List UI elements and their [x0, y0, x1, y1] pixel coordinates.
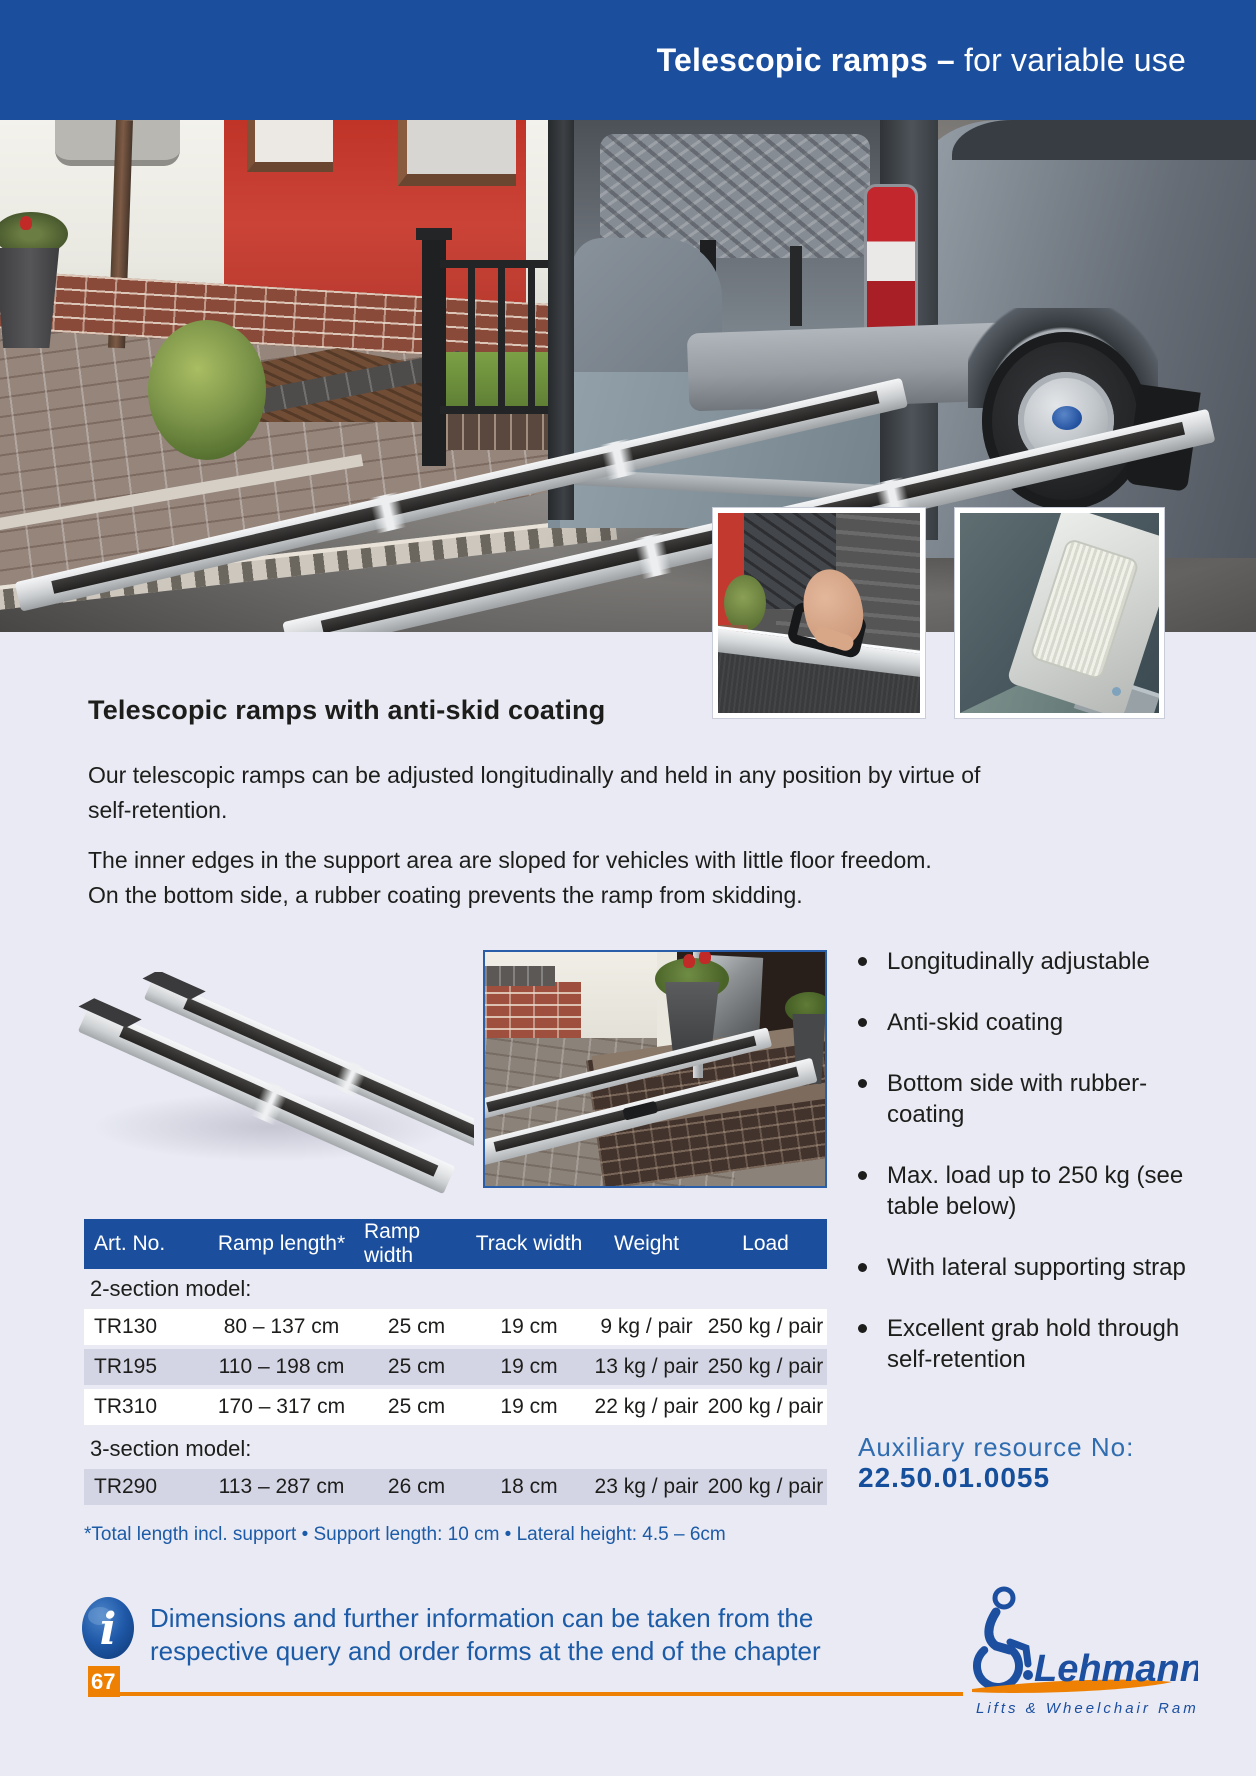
railing-post: [422, 234, 446, 466]
greenery: [724, 575, 766, 631]
cell-track-width: 19 cm: [500, 1355, 558, 1378]
auxiliary-resource-number: 22.50.01.0055: [858, 1462, 1051, 1493]
feature-item: [858, 946, 1188, 977]
van-roofline: [952, 120, 1256, 160]
screw: [1112, 687, 1121, 696]
paragraph-line: Our telescopic ramps can be adjusted longitudinally and held in any position by virtue of: [88, 762, 981, 788]
van-wheel-hub: [1052, 406, 1082, 430]
feature-item: [858, 1160, 1188, 1222]
column-header: Ramp width: [364, 1220, 421, 1267]
feature-item: [858, 1313, 1188, 1375]
cell-weight: 13 kg / pair: [594, 1355, 699, 1378]
bullet-icon: [858, 1324, 867, 1333]
table-footnote: *Total length incl. support • Support length: 10 cm • Lateral height: 4.5 – 6cm: [84, 1524, 726, 1545]
cell-ramp-width: 25 cm: [387, 1355, 446, 1378]
spec-table: [84, 1219, 827, 1509]
column-header: Art. No.: [94, 1232, 166, 1255]
inset-photo-support-foot: [955, 508, 1164, 718]
window: [398, 120, 516, 186]
cell-art-no: TR290: [94, 1475, 158, 1498]
feature-text: Excellent grab hold through self-retention: [887, 1315, 1180, 1373]
cell-weight: 22 kg / pair: [594, 1395, 699, 1418]
cell-ramp-length: 80 – 137 cm: [223, 1315, 340, 1338]
bullet-icon: [858, 1263, 867, 1272]
brick-wall-base: [485, 982, 581, 1042]
paragraph-line: self-retention.: [88, 797, 228, 823]
van-taillight: [864, 184, 918, 342]
svg-text:i: i: [99, 1604, 117, 1655]
cell-art-no: TR130: [94, 1315, 158, 1338]
ramp-joint: [369, 492, 406, 534]
tulip-flower: [699, 950, 711, 964]
cell-ramp-width: 26 cm: [387, 1475, 446, 1498]
feature-text: Anti-skid coating: [887, 1009, 1064, 1036]
logo-tagline: Lifts & Wheelchair Ramps: [976, 1700, 1198, 1717]
van-seat-frame: [790, 246, 802, 326]
lehmann-logo: [958, 1582, 1198, 1727]
tulip-flower: [683, 954, 695, 968]
cell-load: 250 kg / pair: [707, 1355, 824, 1378]
info-icon: [80, 1594, 138, 1664]
info-note-line: Dimensions and further information can be taken from the: [150, 1603, 814, 1633]
info-note: [150, 1602, 821, 1668]
feature-item: [858, 1068, 1188, 1130]
cell-art-no: TR310: [94, 1395, 158, 1418]
cell-track-width: 18 cm: [500, 1475, 558, 1498]
railing-bar: [468, 264, 475, 414]
cell-ramp-length: 170 – 317 cm: [217, 1395, 346, 1418]
feature-item: [858, 1007, 1188, 1038]
table-section-label: 2-section model:: [90, 1276, 252, 1301]
auxiliary-resource-label: Auxiliary resource No:: [858, 1432, 1135, 1462]
bullet-icon: [858, 957, 867, 966]
cell-weight: 9 kg / pair: [600, 1315, 693, 1338]
table-header-row: [84, 1219, 827, 1269]
cell-weight: 23 kg / pair: [594, 1475, 699, 1498]
railing-bar: [498, 264, 505, 414]
bullet-icon: [858, 1079, 867, 1088]
feature-text: Max. load up to 250 kg (see table below): [887, 1162, 1184, 1220]
garden-bush: [148, 320, 266, 460]
cell-ramp-length: 110 – 198 cm: [218, 1355, 345, 1378]
photo-ramps-at-house-entrance: [483, 950, 827, 1188]
tulip-flower: [20, 216, 32, 230]
product-photo-telescopic-ramps: [62, 972, 474, 1207]
cell-track-width: 19 cm: [500, 1315, 558, 1338]
ramp-handle-slot: [622, 1101, 658, 1121]
feature-text: With lateral supporting strap: [887, 1254, 1186, 1281]
ramp-end-tip: [143, 972, 206, 1000]
section-heading: Telescopic ramps with anti-skid coating: [88, 695, 606, 725]
column-header: Ramp length*: [217, 1232, 346, 1255]
page-number: 67: [88, 1666, 120, 1697]
paragraph-line: The inner edges in the support area are sloped for vehicles with little floor freedom.: [88, 847, 932, 873]
table-row: [84, 1349, 827, 1385]
page-title: [657, 42, 1186, 79]
table-row: [84, 1389, 827, 1425]
railing-post-cap: [416, 228, 452, 240]
column-header: Track width: [475, 1232, 583, 1255]
info-note-line: respective query and order forms at the end of the chapter: [150, 1636, 821, 1666]
page-title-regular: for variable use: [954, 41, 1186, 78]
ramp-end-tip: [79, 998, 142, 1027]
page-title-bold: Telescopic ramps –: [656, 41, 955, 78]
ramp-joint: [599, 439, 636, 481]
logo-name: Lehmann: [1034, 1648, 1198, 1690]
cell-track-width: 19 cm: [500, 1395, 558, 1418]
inset-photo-grab-handle: [713, 508, 925, 718]
bullet-icon: [858, 1018, 867, 1027]
table-section-label: 3-section model:: [90, 1436, 252, 1461]
cell-ramp-length: 113 – 287 cm: [218, 1475, 345, 1498]
column-header: Weight: [614, 1232, 679, 1255]
paragraph-line: On the bottom side, a rubber coating prevents the ramp from skidding.: [88, 882, 803, 908]
stone-edging: [485, 966, 555, 986]
paragraph-details: [88, 843, 1148, 913]
page-header: [0, 0, 1256, 120]
cell-art-no: TR195: [94, 1355, 158, 1378]
cell-ramp-width: 25 cm: [387, 1395, 446, 1418]
table-row: [84, 1309, 827, 1345]
feature-bullet-list: [858, 946, 1188, 1405]
feature-item: [858, 1252, 1188, 1283]
paragraph-intro: [88, 758, 1148, 828]
cell-load: 200 kg / pair: [707, 1395, 824, 1418]
ribbed-pad: [1031, 540, 1137, 678]
window: [247, 120, 333, 172]
column-header: Load: [742, 1232, 789, 1255]
footer-rule: [88, 1692, 963, 1696]
bullet-icon: [858, 1171, 867, 1180]
ramp-joint: [633, 533, 671, 579]
railing-bar: [528, 264, 535, 414]
table-row: [84, 1469, 827, 1505]
cell-ramp-width: 25 cm: [387, 1315, 446, 1338]
cell-load: 200 kg / pair: [707, 1475, 824, 1498]
wheelchair-logo-icon: [969, 1589, 1033, 1695]
feature-text: Bottom side with rubber-coating: [887, 1070, 1148, 1128]
cell-load: 250 kg / pair: [707, 1315, 824, 1338]
feature-text: Longitudinally adjustable: [887, 948, 1150, 975]
